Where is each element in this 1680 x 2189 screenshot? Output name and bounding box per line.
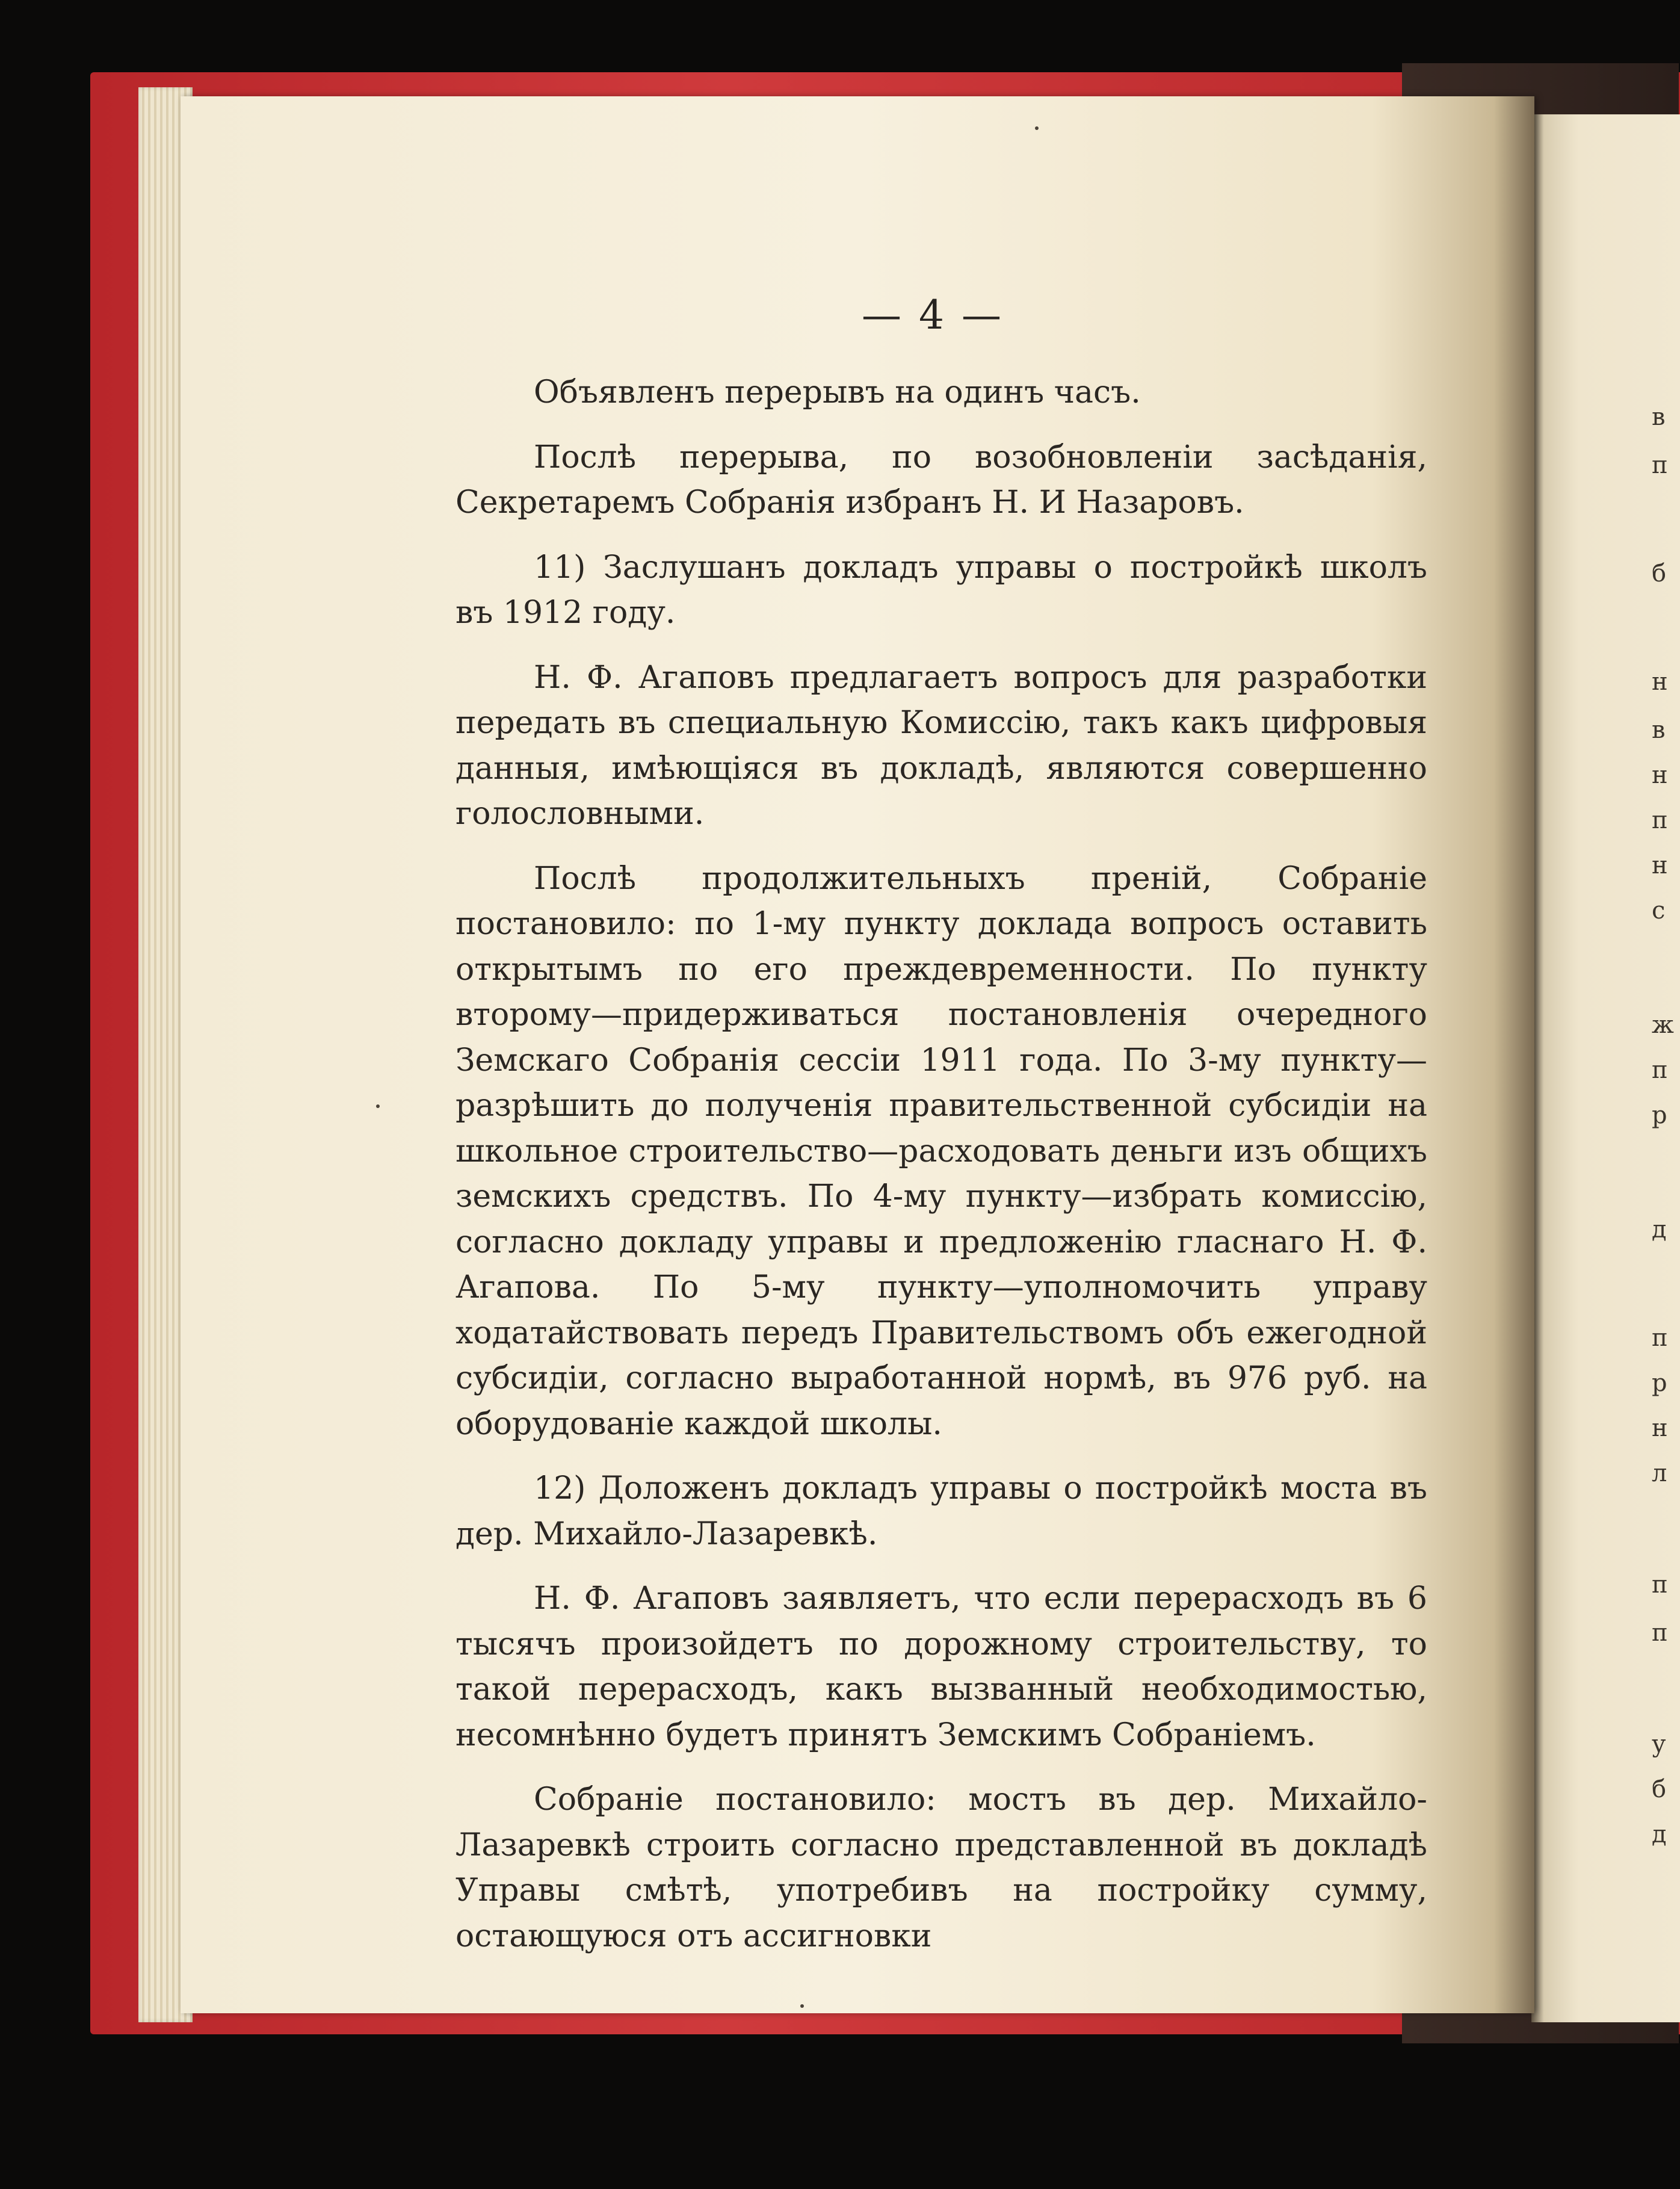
facing-letter: с <box>1652 897 1666 924</box>
facing-letter: н <box>1652 761 1668 789</box>
paragraph: Объявленъ перерывъ на одинъ часъ. <box>534 374 1141 410</box>
facing-page-letters <box>1652 114 1680 2022</box>
facing-letter: в <box>1652 403 1666 431</box>
facing-letter: в <box>1652 716 1666 744</box>
facing-letter: л <box>1652 1460 1667 1487</box>
facing-letter: р <box>1652 1369 1667 1397</box>
facing-letter: б <box>1652 1776 1667 1803</box>
facing-letter: п <box>1652 807 1668 834</box>
paragraph: Послѣ продолжительныхъ преній, Собраніе постановило: по 1-му пункту доклада вопросъ оставить открытымъ по его преждевременности. По пункту второму—придерживаться постановленія очередного Земскаго Собранія сессіи 1911 года. По 3-му пункту—разрѣшить до полученія правительственной субсидіи на школьное строительство—расходовать деньги изъ общихъ земскихъ средствъ. По 4-му пункту—избрать комиссію, согласно докладу управы и предложенію гласнаго Н. Ф. Агапова. По 5-му пункту—уполномочить управу ходатайствовать передъ Правительствомъ объ ежегодной субсидіи, согласно выработанной нормѣ, въ 976 руб. на оборудованіе каждой школы. <box>456 860 1427 1442</box>
paper-speck <box>1035 126 1039 130</box>
facing-letter: н <box>1652 1414 1668 1442</box>
page-number: — 4 — <box>862 292 1004 338</box>
facing-letter: н <box>1652 668 1668 696</box>
facing-letter: п <box>1652 1619 1668 1647</box>
paragraph: Собраніе постановило: мостъ въ дер. Михайло-Лазаревкѣ строить согласно представленной въ докладѣ Управы смѣтѣ, употребивъ на постройку сумму, остающуюся отъ ассигновки <box>456 1782 1427 1954</box>
paragraph: Н. Ф. Агаповъ заявляетъ, что если перерасходъ въ 6 тысячъ произойдетъ по дорожному строительству, то такой перерасходъ, какъ вызванный необходимостью, несомнѣнно будетъ принятъ Земскимъ Собраніемъ. <box>456 1581 1427 1753</box>
paragraph: Н. Ф. Агаповъ предлагаетъ вопросъ для разработки передать въ специальную Комиссію, такъ какъ цифровыя данныя, имѣющіяся въ докладѣ, являются совершенно голословными. <box>456 659 1427 832</box>
paragraph: Послѣ перерыва, по возобновленіи засѣданія, Секретаремъ Собранія избранъ Н. И Назаровъ. <box>456 439 1427 521</box>
facing-letter: п <box>1652 1056 1668 1084</box>
facing-letter: б <box>1652 560 1667 587</box>
facing-letter: д <box>1652 1821 1667 1848</box>
facing-letter: у <box>1652 1730 1666 1758</box>
facing-letter: н <box>1652 852 1668 879</box>
paragraph: 12) Доложенъ докладъ управы о постройкѣ моста въ дер. Михайло-Лазаревкѣ. <box>456 1470 1427 1552</box>
paper-speck <box>376 1104 380 1108</box>
facing-letter: р <box>1652 1101 1667 1129</box>
facing-letter: д <box>1652 1216 1667 1243</box>
paper-speck <box>800 2004 804 2008</box>
facing-letter: п <box>1652 1571 1668 1599</box>
facing-letter: ж <box>1652 1011 1674 1039</box>
paragraph: 11) Заслушанъ докладъ управы о постройкѣ школъ въ 1912 году. <box>456 549 1427 631</box>
page-body <box>456 370 1427 1978</box>
facing-letter: п <box>1652 1324 1668 1352</box>
facing-letter: п <box>1652 451 1668 479</box>
